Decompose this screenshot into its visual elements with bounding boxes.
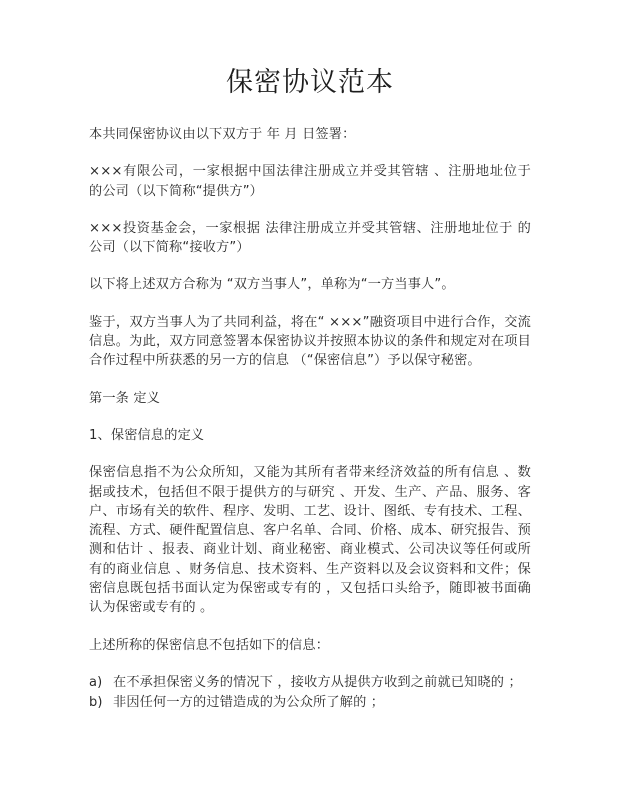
- paragraph-exclusions-intro: 上述所称的保密信息不包括如下的信息：: [89, 637, 330, 653]
- heading-article-one: 第一条 定义: [89, 390, 161, 406]
- list-item: [89, 693, 531, 712]
- heading-clause-one-one: 1、保密信息的定义: [89, 427, 205, 443]
- document-title: 保密协议范本: [226, 67, 394, 98]
- list-item: [89, 673, 531, 692]
- exclusion-list: [89, 673, 531, 713]
- list-item-marker: b): [89, 695, 103, 711]
- paragraph-signature-line: 本共同保密协议由以下双方于 年 月 日签署：: [89, 127, 356, 142]
- list-item-label: 在不承担保密义务的情况下 ，接收方从提供方收到之前就已知晓的 ；: [113, 674, 522, 690]
- document-body: [89, 0, 531, 713]
- paragraph-parties-definition: 以下将上述双方合称为 “双方当事人”，单称为“一方当事人”。: [89, 277, 455, 293]
- list-item-label: 非因任何一方的过错造成的为公众所了解的 ；: [113, 695, 385, 711]
- paragraph-confidential-info-definition: 保密信息指不为公众所知，又能为其所有者带来经济效益的所有信息 、数据或技术，包括但不限于提供方的与研究 、开发、生产、产品、服务、客户、市场有关的软件、程序、发明、工艺、设计、图纸、专有技术、工程、流程、方式、硬件配置信息、客户名单、合同、价格、成本、研究报告、预测和估计 、报表、商业计划、商业秘密、商业模式、公司决议等任何或所有的商业信息 、财务信息、技术资料、生产资料以及会议资料和文件；保密信息既包括书面认定为保密或专有的 ，又包括口头给予，随即被书面确认为保密或专有的 。: [89, 465, 531, 616]
- paragraph-recital: 鉴于，双方当事人为了共同利益，将在“ ×××”融资项目中进行合作，交流信息。为此，双方同意签署本保密协议并按照本协议的条件和规定对在项目合作过程中所获悉的另一方的信息 （“保密信息”）予以保守秘密。: [89, 314, 531, 369]
- list-item-marker: a): [89, 674, 103, 690]
- paragraph-party-discloser: ×××有限公司，一家根据中国法律注册成立并受其管辖 、注册地址位于 的公司（以下简称“提供方”）: [89, 164, 531, 199]
- paragraph-party-recipient: ×××投资基金会，一家根据 法律注册成立并受其管辖、注册地址位于 的公司（以下简称“接收方”）: [89, 220, 531, 256]
